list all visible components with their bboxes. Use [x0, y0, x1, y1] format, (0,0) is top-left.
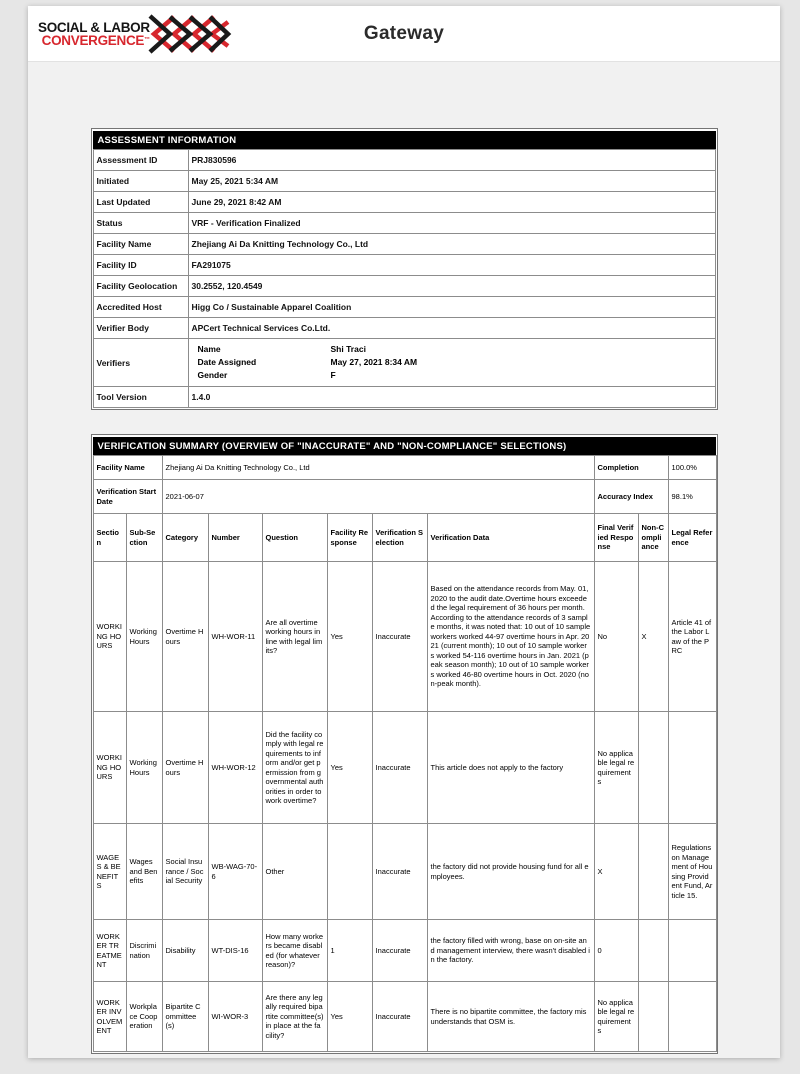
cell-number: WB-WAG-70-6	[208, 824, 262, 920]
row-value: APCert Technical Services Co.Ltd.	[188, 318, 715, 339]
column-header: Legal Reference	[668, 514, 716, 562]
verifiers-details	[188, 339, 715, 387]
table-row	[93, 192, 715, 213]
table-row	[93, 234, 715, 255]
verifier-field	[189, 343, 715, 356]
column-header: Section	[93, 514, 126, 562]
verifier-field	[189, 356, 715, 369]
cell-non-compliance	[638, 824, 668, 920]
cell-sub-section: Working Hours	[126, 562, 162, 712]
cell-verification-selection: Inaccurate	[372, 920, 427, 982]
table-row	[93, 276, 715, 297]
table-row	[93, 171, 715, 192]
row-value: Higg Co / Sustainable Apparel Coalition	[188, 297, 715, 318]
column-header: Non-Compliance	[638, 514, 668, 562]
cell-facility-response	[327, 824, 372, 920]
row-value: 30.2552, 120.4549	[188, 276, 715, 297]
field-value: F	[330, 370, 336, 380]
cell-category: Social Insurance / Social Security	[162, 824, 208, 920]
row-label: Tool Version	[93, 387, 188, 408]
cell-category: Disability	[162, 920, 208, 982]
summary-row	[93, 920, 716, 982]
cell-section: WORKER INVOLVEMENT	[93, 982, 126, 1052]
row-label: Facility Name	[93, 456, 162, 480]
column-header: Facility Response	[327, 514, 372, 562]
cell-verification-data: the factory did not provide housing fund for all employees.	[427, 824, 594, 920]
cell-non-compliance	[638, 920, 668, 982]
start-date-row	[93, 480, 716, 514]
cell-verification-selection: Inaccurate	[372, 712, 427, 824]
row-label: Verification Start Date	[93, 480, 162, 514]
cell-non-compliance	[638, 712, 668, 824]
field-label: Gender	[197, 370, 228, 380]
cell-verification-selection: Inaccurate	[372, 562, 427, 712]
row-value: VRF - Verification Finalized	[188, 213, 715, 234]
cell-verification-data: the factory filled with wrong, base on on-site and management interview, there wasn't disabled in the factory.	[427, 920, 594, 982]
cell-question: Are all overtime working hours in line with legal limits?	[262, 562, 327, 712]
row-value: 1.4.0	[188, 387, 715, 408]
cell-category: Overtime Hours	[162, 562, 208, 712]
cell-number: WT-DIS-16	[208, 920, 262, 982]
row-label: Assessment ID	[93, 150, 188, 171]
report-page	[28, 6, 780, 1058]
cell-verification-selection: Inaccurate	[372, 982, 427, 1052]
cell-verification-data: This article does not apply to the factory	[427, 712, 594, 824]
column-header-row	[93, 514, 716, 562]
table-row	[93, 150, 715, 171]
assessment-information-section	[91, 128, 718, 410]
completion-value: 100.0%	[668, 456, 716, 480]
cell-question: Did the facility comply with legal requirements to inform and/or get permission from governmental authorities in order to work overtime?	[262, 712, 327, 824]
cell-verification-selection: Inaccurate	[372, 824, 427, 920]
cell-sub-section: Working Hours	[126, 712, 162, 824]
cell-question: Other	[262, 824, 327, 920]
table-row	[93, 297, 715, 318]
row-label: Verifiers	[93, 339, 188, 387]
column-header: Sub-Section	[126, 514, 162, 562]
start-date-value: 2021-06-07	[162, 480, 594, 514]
cell-facility-response: 1	[327, 920, 372, 982]
logo-convergence-text: CONVERGENCE	[41, 32, 145, 48]
cell-facility-response: Yes	[327, 712, 372, 824]
table-row	[93, 213, 715, 234]
verifier-field	[189, 369, 715, 382]
summary-row	[93, 824, 716, 920]
summary-row	[93, 982, 716, 1052]
row-label: Initiated	[93, 171, 188, 192]
column-header: Verification Data	[427, 514, 594, 562]
verifiers-row	[93, 339, 715, 387]
cell-category: Bipartite Committee(s)	[162, 982, 208, 1052]
cell-number: WI-WOR-3	[208, 982, 262, 1052]
cell-section: WORKING HOURS	[93, 562, 126, 712]
summary-row	[93, 562, 716, 712]
table-row	[93, 318, 715, 339]
logo-line-social-labor: SOCIAL & LABOR	[38, 19, 150, 35]
cell-section: WAGES & BENEFITS	[93, 824, 126, 920]
cell-final-verified-response: No	[594, 562, 638, 712]
cell-sub-section: Discrimination	[126, 920, 162, 982]
cell-question: How many workers became disabled (for whatever reason)?	[262, 920, 327, 982]
row-label: Accredited Host	[93, 297, 188, 318]
assessment-information-table	[93, 149, 716, 408]
row-value: Zhejiang Ai Da Knitting Technology Co., Ltd	[188, 234, 715, 255]
summary-row	[93, 712, 716, 824]
row-label: Last Updated	[93, 192, 188, 213]
column-header: Final Verified Response	[594, 514, 638, 562]
accuracy-index-label: Accuracy Index	[594, 480, 668, 514]
cell-legal-reference	[668, 982, 716, 1052]
facility-name-row	[93, 456, 716, 480]
column-header: Number	[208, 514, 262, 562]
cell-verification-data: There is no bipartite committee, the factory misunderstands that OSM is.	[427, 982, 594, 1052]
row-label: Facility ID	[93, 255, 188, 276]
cell-number: WH-WOR-11	[208, 562, 262, 712]
table-row	[93, 387, 715, 408]
cell-final-verified-response: No applicable legal requirements	[594, 712, 638, 824]
table-row	[93, 255, 715, 276]
row-label: Verifier Body	[93, 318, 188, 339]
cell-category: Overtime Hours	[162, 712, 208, 824]
cell-facility-response: Yes	[327, 562, 372, 712]
verification-summary-section	[91, 434, 718, 1054]
row-value: PRJ830596	[188, 150, 715, 171]
cell-question: Are there any legally required bipartite committee(s) in place at the facility?	[262, 982, 327, 1052]
field-value: May 27, 2021 8:34 AM	[330, 357, 418, 367]
assessment-information-title-bar: ASSESSMENT INFORMATION	[93, 131, 716, 149]
cell-sub-section: Workplace Cooperation	[126, 982, 162, 1052]
cell-verification-data: Based on the attendance records from May. 01, 2020 to the audit date.Overtime hours exceeded the legal requirement of 36 hours per month. According to the attendance records of 3 sample months, it was noted that: 10 out of 10 sample workers worked 44-97 overtime hours in Apr. 2021 (current month); 10 out of 10 sample workers worked 54-116 overtime hours in Jan. 2021 (peak season month); 10 out of 10 sample workers worked 46-80 overtime hours in Oct. 2020 (non-peak month).	[427, 562, 594, 712]
field-value: Shi Traci	[330, 344, 366, 354]
row-label: Facility Geolocation	[93, 276, 188, 297]
field-label: Date Assigned	[197, 357, 257, 367]
field-label: Name	[197, 344, 221, 354]
row-value: June 29, 2021 8:42 AM	[188, 192, 715, 213]
cell-sub-section: Wages and Benefits	[126, 824, 162, 920]
facility-name-value: Zhejiang Ai Da Knitting Technology Co., Ltd	[162, 456, 594, 480]
app-header	[28, 6, 780, 62]
cell-section: WORKING HOURS	[93, 712, 126, 824]
cell-final-verified-response: No applicable legal requirements	[594, 982, 638, 1052]
cell-number: WH-WOR-12	[208, 712, 262, 824]
cell-legal-reference	[668, 920, 716, 982]
row-label: Facility Name	[93, 234, 188, 255]
cell-section: WORKER TREATMENT	[93, 920, 126, 982]
column-header: Category	[162, 514, 208, 562]
column-header: Verification Selection	[372, 514, 427, 562]
row-value: May 25, 2021 5:34 AM	[188, 171, 715, 192]
cell-final-verified-response: X	[594, 824, 638, 920]
page-title: Gateway	[363, 22, 445, 44]
cell-non-compliance: X	[638, 562, 668, 712]
completion-label: Completion	[594, 456, 668, 480]
accuracy-index-value: 98.1%	[668, 480, 716, 514]
cell-legal-reference: Article 41 of the Labor Law of the PRC	[668, 562, 716, 712]
trademark-symbol: ™	[144, 36, 150, 43]
cell-facility-response: Yes	[327, 982, 372, 1052]
report-content	[28, 62, 780, 1054]
column-header: Question	[262, 514, 327, 562]
cell-legal-reference	[668, 712, 716, 824]
row-label: Status	[93, 213, 188, 234]
cell-legal-reference: Regulations on Management of Housing Provident Fund, Article 15.	[668, 824, 716, 920]
row-value: FA291075	[188, 255, 715, 276]
verification-summary-title-bar: VERIFICATION SUMMARY (OVERVIEW OF "INACCURATE" AND "NON-COMPLIANCE" SELECTIONS)	[93, 437, 716, 455]
cell-final-verified-response: 0	[594, 920, 638, 982]
cell-non-compliance	[638, 982, 668, 1052]
verification-summary-table	[93, 455, 717, 1052]
